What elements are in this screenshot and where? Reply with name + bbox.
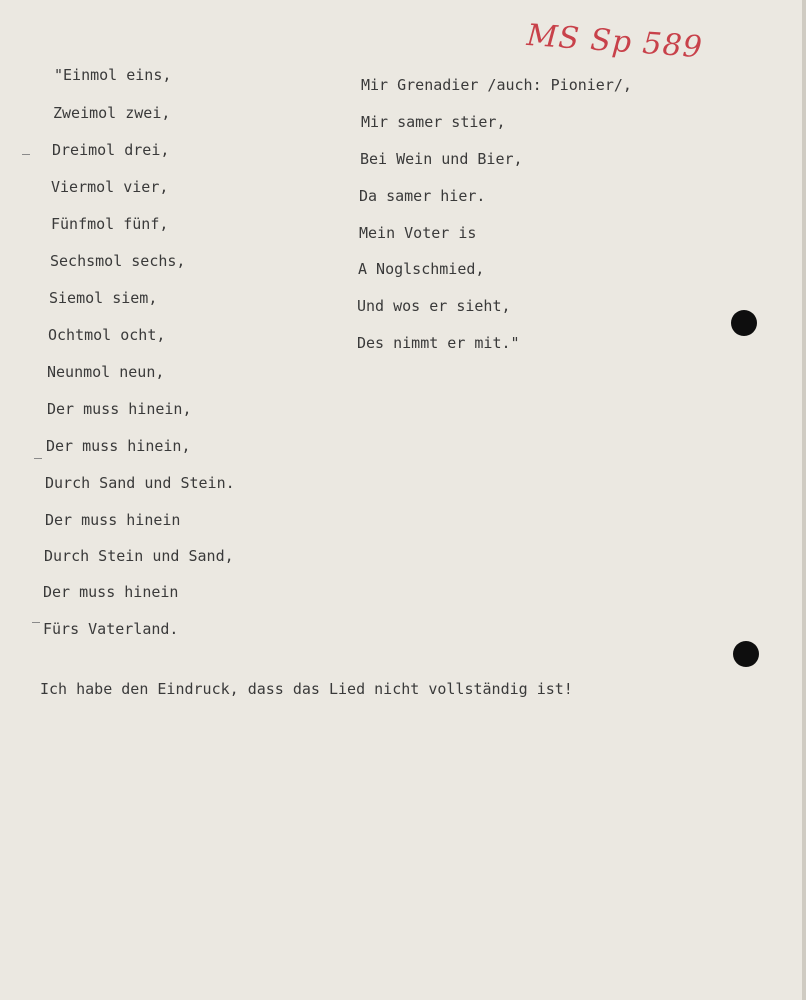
verse-line: Ochtmol ocht, <box>48 326 166 344</box>
archive-signature-mark: MS Sp 589 <box>525 18 704 66</box>
verse-line: Mir samer stier, <box>361 113 506 131</box>
verse-line: Fünfmol fünf, <box>51 215 169 233</box>
verse-line: Durch Sand und Stein. <box>45 474 235 492</box>
verse-line: Viermol vier, <box>51 178 169 196</box>
verse-line: Bei Wein und Bier, <box>360 150 523 168</box>
verse-line: Sechsmol sechs, <box>50 252 186 270</box>
page-edge <box>802 0 806 1000</box>
verse-line: Der muss hinein, <box>47 400 192 418</box>
margin-tick <box>22 154 30 155</box>
verse-line: Des nimmt er mit." <box>357 334 520 352</box>
verse-line: "Einmol eins, <box>54 66 172 84</box>
verse-line: Und wos er sieht, <box>357 297 511 315</box>
verse-line: Zweimol zwei, <box>53 104 171 122</box>
verse-line: Siemol siem, <box>49 289 158 307</box>
verse-line: Mein Voter is <box>359 224 477 242</box>
verse-line: Der muss hinein, <box>46 437 191 455</box>
verse-line: Durch Stein und Sand, <box>44 547 234 565</box>
verse-line: Fürs Vaterland. <box>43 620 179 638</box>
punch-hole <box>733 641 759 667</box>
verse-line: Da samer hier. <box>359 187 486 205</box>
verse-line: Der muss hinein <box>43 583 179 601</box>
verse-line: Dreimol drei, <box>52 141 170 159</box>
footnote-remark: Ich habe den Eindruck, dass das Lied nicht vollständig ist! <box>40 680 573 698</box>
margin-tick <box>32 622 40 623</box>
margin-tick <box>34 458 42 459</box>
punch-hole <box>731 310 757 336</box>
verse-line: Neunmol neun, <box>47 363 165 381</box>
verse-line: Mir Grenadier /auch: Pionier/, <box>361 76 632 94</box>
verse-line: Der muss hinein <box>45 511 181 529</box>
verse-line: A Noglschmied, <box>358 260 485 278</box>
